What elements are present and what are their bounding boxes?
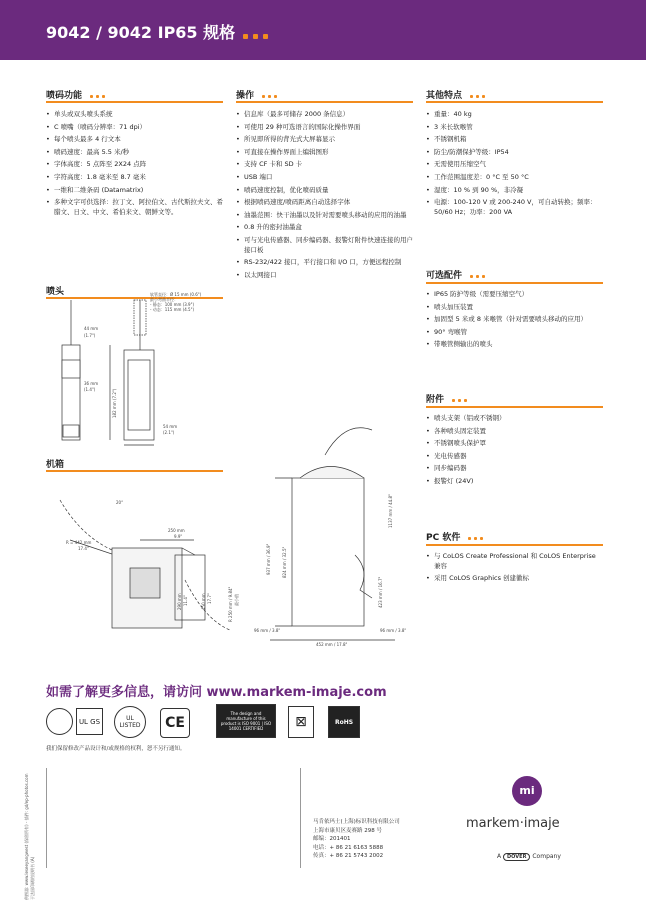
list-item: • 报警灯 (24V) (426, 477, 603, 487)
section-heading-options: 可选配件 (426, 268, 488, 281)
dim-label: 96 mm / 3.8" (380, 628, 407, 633)
rohs-icon: RoHS (328, 706, 360, 738)
list-item: • 可使用 29 种可选语言的国际化操作界面 (236, 123, 413, 133)
dim-label: (2.1") (163, 430, 175, 435)
dim-label: (1.7") (84, 333, 96, 338)
printhead-label: 喷头 (46, 287, 65, 297)
dim-label: 96 mm / 3.8" (254, 628, 281, 633)
list-item: • 所见即所得的背光式大屏幕显示 (236, 135, 413, 145)
promo-text: 如需了解更多信息，请访问 www.markem-imaje.com (46, 685, 387, 700)
dim-label: 44 mm (84, 326, 99, 331)
list-item: • 与 CoLOS Create Professional 和 CoLOS Enterprise 兼容 (426, 552, 603, 571)
dim-label: 9.9" (174, 534, 183, 539)
notice-text: 我们保留修改产品设计和/或规格的权利，恕不另行通知。 (46, 746, 186, 752)
dim-label: 17.4" (78, 546, 89, 551)
hose-label: 软管直径：Ø 15 mm (0.6") (150, 292, 202, 297)
dim-label: 最小值 (234, 594, 239, 606)
divider-line (300, 768, 301, 868)
ul-listed-badge: UL LISTED (114, 706, 146, 738)
divider-line (46, 768, 47, 868)
list-item: • 字符高度：1.8 毫米至 8.7 毫米 (46, 173, 223, 183)
cabinet-label: 机箱 (46, 460, 65, 470)
list-item: • 湿度：10 % 到 90 %，非冷凝 (426, 186, 603, 196)
list-item: • 重量：40 kg (426, 110, 603, 120)
list-item: • 可直接在操作界面上编辑图形 (236, 148, 413, 158)
section-heading-operation: 操作 (236, 88, 280, 101)
list-item: • 加固型 5 米或 8 米喉管（针对需要喷头移动的应用） (426, 315, 603, 325)
address-line: 马肯依玛士(上海)标识科技有限公司 (313, 819, 400, 825)
dim-label: 54 mm (163, 424, 178, 429)
dim-label: R = 442 mm (66, 540, 92, 545)
page-title-text: 9042 / 9042 IP65 规格 (46, 23, 236, 42)
hose-label: 最小弯曲半径： (150, 297, 178, 302)
section-heading-code: 喷码功能 (46, 88, 108, 101)
list-item: • 一维和二维条码 (Datamatrix) (46, 186, 223, 196)
list-item: • 多种文字可供选择：拉丁文、阿拉伯文、古代斯拉夫文、希腊文、日文、中文、希伯来文、朝鲜文等。 (46, 198, 223, 217)
list-item: • C 喷嘴（喷码分辨率：71 dpi） (46, 123, 223, 133)
dim-label: 450 mm (201, 593, 206, 610)
list-item: • RS-232/422 接口，平行接口和 I/O 口，方便远程控制 (236, 258, 413, 268)
dim-label: 11.4" (183, 595, 188, 606)
dim-label: 36 mm (84, 381, 99, 386)
weee-bin-icon: ⊠ (288, 706, 314, 738)
gs-badge: UL GS (76, 708, 103, 735)
dim-label: 250 mm (168, 528, 185, 533)
cabinet-front-drawing (270, 428, 395, 640)
list-item: • 光电传感器 (426, 452, 603, 462)
markem-imaje-logo: mi (512, 776, 542, 806)
list-item: • 3 米长软喉管 (426, 123, 603, 133)
list-item: • 油墨范围：快干油墨以及针对需要喷头移动的应用的油墨 (236, 211, 413, 221)
list-item: • 带喉管侧输出的喷头 (426, 340, 603, 350)
dim-label: 937 mm / 36.9" (266, 543, 271, 575)
address-line: 传真：+ 86 21 5743 2002 (313, 853, 384, 859)
list-item: • 喷头加压装置 (426, 303, 603, 313)
dover-company: A DOVER Company (497, 853, 561, 860)
dim-label: 20° (116, 500, 124, 505)
dim-label: 1137 mm / 44.8" (388, 494, 393, 528)
list-item: • 以太网接口 (236, 271, 413, 281)
list-item: • 无需使用压缩空气 (426, 160, 603, 170)
dim-label: R 250 mm / 9.84" (228, 586, 233, 622)
brand-name: markem·imaje (466, 816, 560, 831)
list-item: • IP65 防护等级（需要压缩空气） (426, 290, 603, 300)
side-credits: 供图器: www.leseeyangwest (保留所有) - 插件: gd/ep-photos.com 于法国印刷的说明书 (A) (24, 773, 35, 900)
dim-label: 824 mm / 32.5" (282, 546, 287, 578)
list-item: • 电源：100-120 V 或 200-240 V，可自动转换；频率：50/60 Hz；功率：200 VA (426, 198, 603, 217)
list-item: • 防尘/防潮保护等级：IP54 (426, 148, 603, 158)
dim-label: 290 mm (177, 593, 182, 610)
list-item: • 同步编码器 (426, 464, 603, 474)
section-heading-software: PC 软件 (426, 530, 486, 543)
list-item: • 每个喷头最多 4 行文本 (46, 135, 223, 145)
hose-label: - 静态：100 mm (3.9") (150, 302, 195, 307)
dim-label: 182 mm (7.2") (112, 388, 117, 418)
list-item: • 字体高度：5 点阵至 2X24 点阵 (46, 160, 223, 170)
list-item: • 工作范围温度差：0 °C 至 50 °C (426, 173, 603, 183)
list-item: • 信息库（最多可储存 2000 条信息） (236, 110, 413, 120)
address-line: 上海市康贝区麦赛路 298 号 (313, 827, 382, 834)
ce-badge: CE (160, 708, 190, 738)
dim-label: 423 mm / 16.7" (378, 576, 383, 608)
list-item: • 单头或双头喷头系统 (46, 110, 223, 120)
list-item: • 喷码速度：最高 5.5 米/秒 (46, 148, 223, 158)
list-item: • 90° 弯喉管 (426, 328, 603, 338)
printhead-drawing (62, 300, 154, 445)
address-line: 邮编：201401 (313, 836, 351, 842)
dim-label: 452 mm / 17.8" (316, 642, 348, 647)
list-item: • 喷码速度控制，优化喷码质量 (236, 186, 413, 196)
section-heading-features: 其他特点 (426, 88, 488, 101)
list-item: • 各种喷头固定装置 (426, 427, 603, 437)
list-item: • 根据喷码速度/喷码距离自动选择字体 (236, 198, 413, 208)
list-item: • 采用 CoLOS Graphics 创建徽标 (426, 574, 603, 584)
hose-label: - 动态：115 mm (4.5") (150, 307, 195, 312)
ul-gs-icon (46, 708, 73, 735)
list-item: • USB 端口 (236, 173, 413, 183)
iso-badge: The design and manufacture of this product is ISO 9001 | ISO 14001 CERTIFIED (216, 704, 276, 738)
list-item: • 不锈钢机箱 (426, 135, 603, 145)
list-item: • 支持 CF 卡和 SD 卡 (236, 160, 413, 170)
section-heading-accessories: 附件 (426, 392, 470, 405)
address-line: 电话：+ 86 21 6163 5888 (313, 844, 384, 851)
list-item: • 0.8 升的密封油墨盒 (236, 223, 413, 233)
list-item: • 不锈钢喷头保护罩 (426, 439, 603, 449)
dim-label: 17.7" (207, 593, 212, 604)
company-address (313, 818, 400, 861)
list-item: • 喷头支架（铝或不锈钢） (426, 414, 603, 424)
dim-label: (1.4") (84, 387, 96, 392)
list-item: • 可与光电传感器、同步编码器、报警灯附件快速连接的用户接口板 (236, 236, 413, 255)
